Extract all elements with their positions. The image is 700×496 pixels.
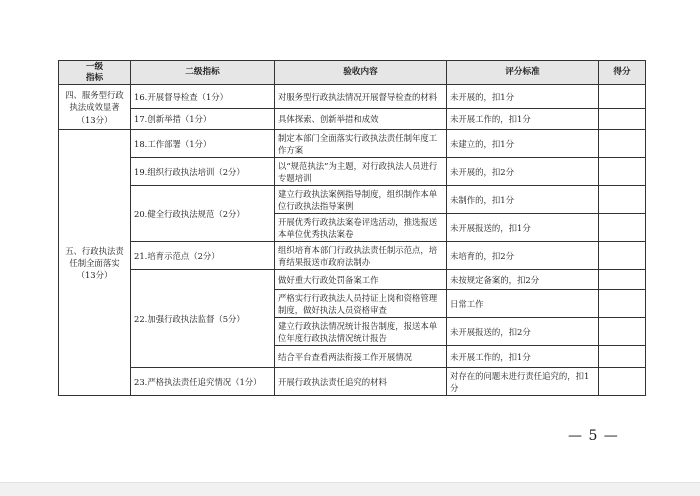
table-row bbox=[59, 368, 646, 396]
content-cell: 组织培育本部门行政执法责任制示范点，培育结果报送市政府法制办 bbox=[275, 242, 447, 270]
criteria-cell: 未建立的，扣1分 bbox=[447, 130, 599, 158]
header-level1: 一级 指标 bbox=[59, 61, 131, 85]
criteria-cell: 未开展的，扣1分 bbox=[447, 85, 599, 109]
criteria-cell: 未开展的，扣2分 bbox=[447, 158, 599, 186]
page-number: — 5 — bbox=[568, 428, 619, 444]
score-cell bbox=[599, 186, 646, 214]
table-row bbox=[59, 270, 646, 290]
criteria-cell: 日常工作 bbox=[447, 290, 599, 318]
content-cell: 严格实行行政执法人员持证上岗和资格管理制度，做好执法人员资格审查 bbox=[275, 290, 447, 318]
table-row bbox=[59, 130, 646, 158]
header-score: 得分 bbox=[599, 61, 646, 85]
level2-cell: 18.工作部署（1分） bbox=[131, 130, 275, 158]
score-cell bbox=[599, 242, 646, 270]
level1-cell: 四、服务型行政执法成效显著（13分） bbox=[59, 85, 131, 130]
level2-cell: 16.开展督导检查（1分） bbox=[131, 85, 275, 109]
score-cell bbox=[599, 85, 646, 109]
table-row bbox=[59, 85, 646, 109]
content-cell: 建立行政执法案例指导制度，组织制作本单位行政执法指导案例 bbox=[275, 186, 447, 214]
content-cell: 建立行政执法情况统计报告制度，报送本单位年度行政执法情况统计报告 bbox=[275, 318, 447, 346]
score-cell bbox=[599, 270, 646, 290]
content-cell: 做好重大行政处罚备案工作 bbox=[275, 270, 447, 290]
level1-cell: 五、行政执法责任制全面落实（13分） bbox=[59, 130, 131, 396]
header-row bbox=[59, 61, 646, 85]
level2-cell: 17.创新举措（1分） bbox=[131, 109, 275, 130]
score-cell bbox=[599, 318, 646, 346]
score-cell bbox=[599, 109, 646, 130]
criteria-cell: 未开展报送的，扣1分 bbox=[447, 214, 599, 242]
level2-cell: 22.加强行政执法监督（5分） bbox=[131, 270, 275, 368]
header-content: 验收内容 bbox=[275, 61, 447, 85]
level2-cell: 19.组织行政执法培训（2分） bbox=[131, 158, 275, 186]
table-row bbox=[59, 158, 646, 186]
criteria-cell: 未按规定备案的，扣2分 bbox=[447, 270, 599, 290]
score-cell bbox=[599, 214, 646, 242]
content-cell: 开展行政执法责任追究的材料 bbox=[275, 368, 447, 396]
score-cell bbox=[599, 346, 646, 368]
content-cell: 具体探索、创新举措和成效 bbox=[275, 109, 447, 130]
score-cell bbox=[599, 290, 646, 318]
content-cell: 制定本部门全面落实行政执法责任制年度工作方案 bbox=[275, 130, 447, 158]
table-row bbox=[59, 186, 646, 214]
score-cell bbox=[599, 368, 646, 396]
criteria-cell: 未开展工作的，扣1分 bbox=[447, 346, 599, 368]
level2-cell: 23.严格执法责任追究情况（1分） bbox=[131, 368, 275, 396]
criteria-cell: 对存在的问题未进行责任追究的，扣1分 bbox=[447, 368, 599, 396]
content-cell: 以“规范执法”为主题，对行政执法人员进行专题培训 bbox=[275, 158, 447, 186]
header-criteria: 评分标准 bbox=[447, 61, 599, 85]
score-cell bbox=[599, 130, 646, 158]
level2-cell: 20.健全行政执法规范（2分） bbox=[131, 186, 275, 242]
page-bottom-edge bbox=[0, 482, 700, 496]
criteria-cell: 未培育的，扣2分 bbox=[447, 242, 599, 270]
evaluation-table bbox=[58, 60, 646, 396]
criteria-cell: 未制作的，扣1分 bbox=[447, 186, 599, 214]
table-row bbox=[59, 242, 646, 270]
table-row bbox=[59, 109, 646, 130]
level2-cell: 21.培育示范点（2分） bbox=[131, 242, 275, 270]
criteria-cell: 未开展工作的，扣1分 bbox=[447, 109, 599, 130]
content-cell: 开展优秀行政执法案卷评选活动，推选报送本单位优秀执法案卷 bbox=[275, 214, 447, 242]
content-cell: 对服务型行政执法情况开展督导检查的材料 bbox=[275, 85, 447, 109]
content-cell: 结合平台查看两法衔接工作开展情况 bbox=[275, 346, 447, 368]
score-cell bbox=[599, 158, 646, 186]
criteria-cell: 未开展报送的，扣2分 bbox=[447, 318, 599, 346]
header-level2: 二级指标 bbox=[131, 61, 275, 85]
